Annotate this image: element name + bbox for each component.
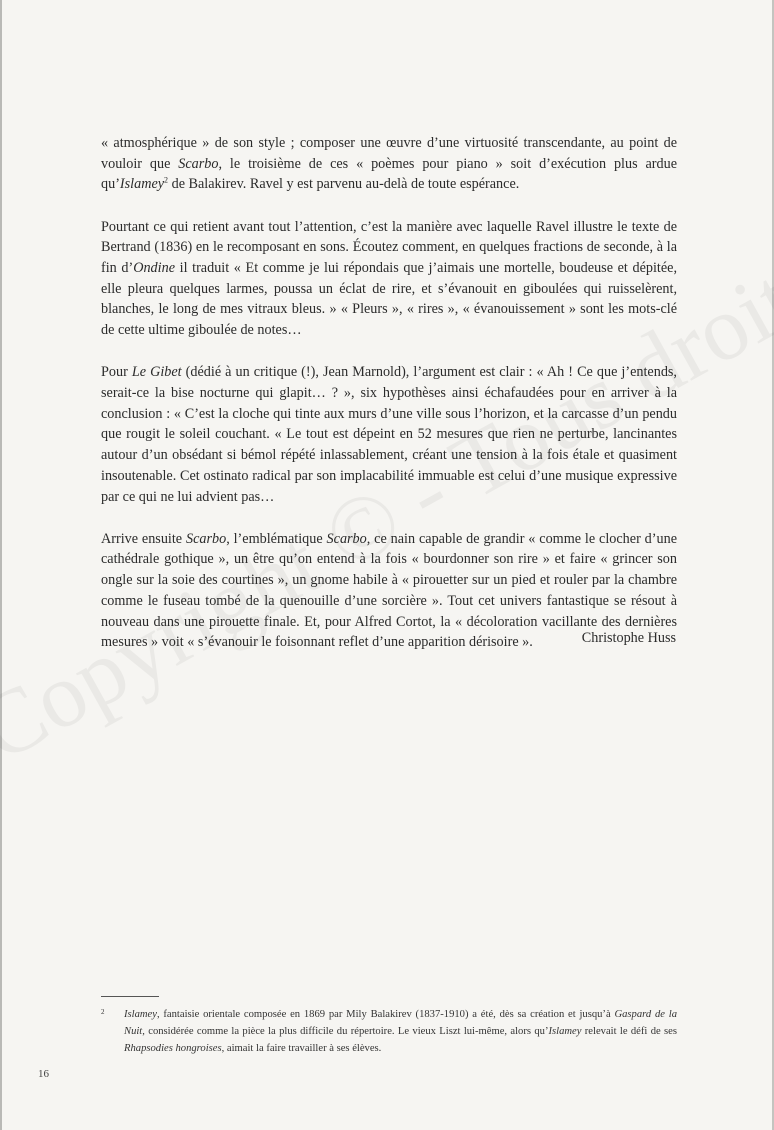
p1-title-scarbo: Scarbo (178, 155, 219, 172)
p1-text-f: de Balakirev. Ravel y est parvenu au-delà de toute espérance. (168, 176, 520, 193)
fn-text-d: , considérée comme la pièce la plus difficile du répertoire. Le vieux Liszt lui-même, alors qu’ (142, 1026, 549, 1038)
paragraph-1 (101, 133, 677, 195)
p4-title-scarbo-2: Scarbo (326, 530, 367, 547)
p2-text-a: Pourtant ce qui retient avant tout l’attention, c’est la manière avec laquelle Ravel illustre le texte de Bertrand (1836) en le recomposant en sons. Écoutez comment, en quelques fractions de seconde, à la fin d’ (101, 218, 677, 277)
p3-text-c: (dédié à un critique (!), Jean Marnold), l’argument est clair : « Ah ! Ce que j’entends, serait-ce la bise nocturne qui glapit… ? », six hypothèses ainsi échafaudées pour en arriver à la conclusion : « C’est la cloche qui tinte aux murs d’une ville sous l’horizon, et la carcasse d’un pendu que rougit le soleil couchant. « Le tout est dépeint en 52 mesures que rien ne perturbe, lancinantes autour d’un obsédant si bémol répété inlassablement, créant une tension à la fois étale et quasiment insoutenable. Cet ostinato radical par son implacabilité immuable est celui d’une musique expressive par ce qui ne lui advient pas… (101, 364, 677, 505)
fn-text-b: , fantaisie orientale composée en 1869 par Mily Balakirev (1837-1910) a été, dès sa création et jusqu’à (156, 1009, 615, 1020)
p1-text-a: « atmosphérique » de son style ; composer une œuvre d’une virtuosité transcendante, au point de vouloir que (101, 135, 677, 172)
paragraph-3 (101, 362, 677, 507)
p4-title-scarbo: Scarbo (185, 530, 227, 547)
body-text (101, 133, 677, 674)
p3-text-a: Pour (101, 364, 132, 381)
p3-title-le-gibet: Le Gibet (131, 364, 182, 381)
fn-title-gaspard: Gaspard de la Nuit (124, 1009, 677, 1038)
footnote-separator (101, 996, 159, 997)
p1-title-islamey: Islamey (119, 176, 165, 193)
fn-title-rhapsodies: Rhapsodies hongroises (124, 1043, 222, 1055)
footnote-body (101, 1006, 677, 1058)
p4-text-a: Arrive ensuite (101, 530, 186, 547)
p4-text-e: , ce nain capable de grandir « comme le clocher d’une cathédrale gothique », un être qu’on entend à la fois « bourdonner son rire » et faire « grincer son ongle sur la soie des courtines », un gnome habile à « pirouetter sur un pied et rouler par la chambre comme le fuseau tombé de la quenouille d’une sorcière ». Tout cet univers fantastique se résout à nouveau dans une pirouette finale. Et, pour Alfred Cortot, la « décoloration vacillante des dernières mesures » voit « s’évanouir le foisonnant reflet d’une apparition dérisoire ». (101, 530, 677, 651)
fn-text-h: , aimait la faire travailler à ses élèves. (221, 1043, 382, 1055)
author-signature: Christophe Huss (581, 630, 676, 646)
page-number: 16 (38, 1068, 49, 1080)
footnote-ref-2: 2 (164, 175, 169, 185)
footnote-number: 2 (101, 1008, 105, 1016)
fn-title-islamey-2: Islamey (548, 1026, 582, 1038)
p2-text-c: il traduit « Et comme je lui répondais que j’aimais une mortelle, boudeuse et dépitée, elle pleura quelques larmes, poussa un éclat de rire, et s’évanouit en giboulées qui ruisselèrent, blanches, le long de mes vitraux bleus. » « Pleurs », « rires », « évanouissement » sont les mots-clé de cette ultime giboulée de notes… (101, 260, 677, 339)
paragraph-2 (101, 217, 677, 341)
p4-text-c: , l’emblématique (226, 530, 327, 547)
footnote (101, 1006, 677, 1058)
p1-text-c: , le troisième de ces « poèmes pour piano » soit d’exécution plus ardue qu’ (101, 155, 677, 193)
p2-title-ondine: Ondine (133, 260, 175, 277)
fn-title-islamey: Islamey (124, 1009, 157, 1020)
page-edge-left (0, 0, 2, 1130)
fn-text-f: relevait le défi de ses (581, 1026, 677, 1038)
